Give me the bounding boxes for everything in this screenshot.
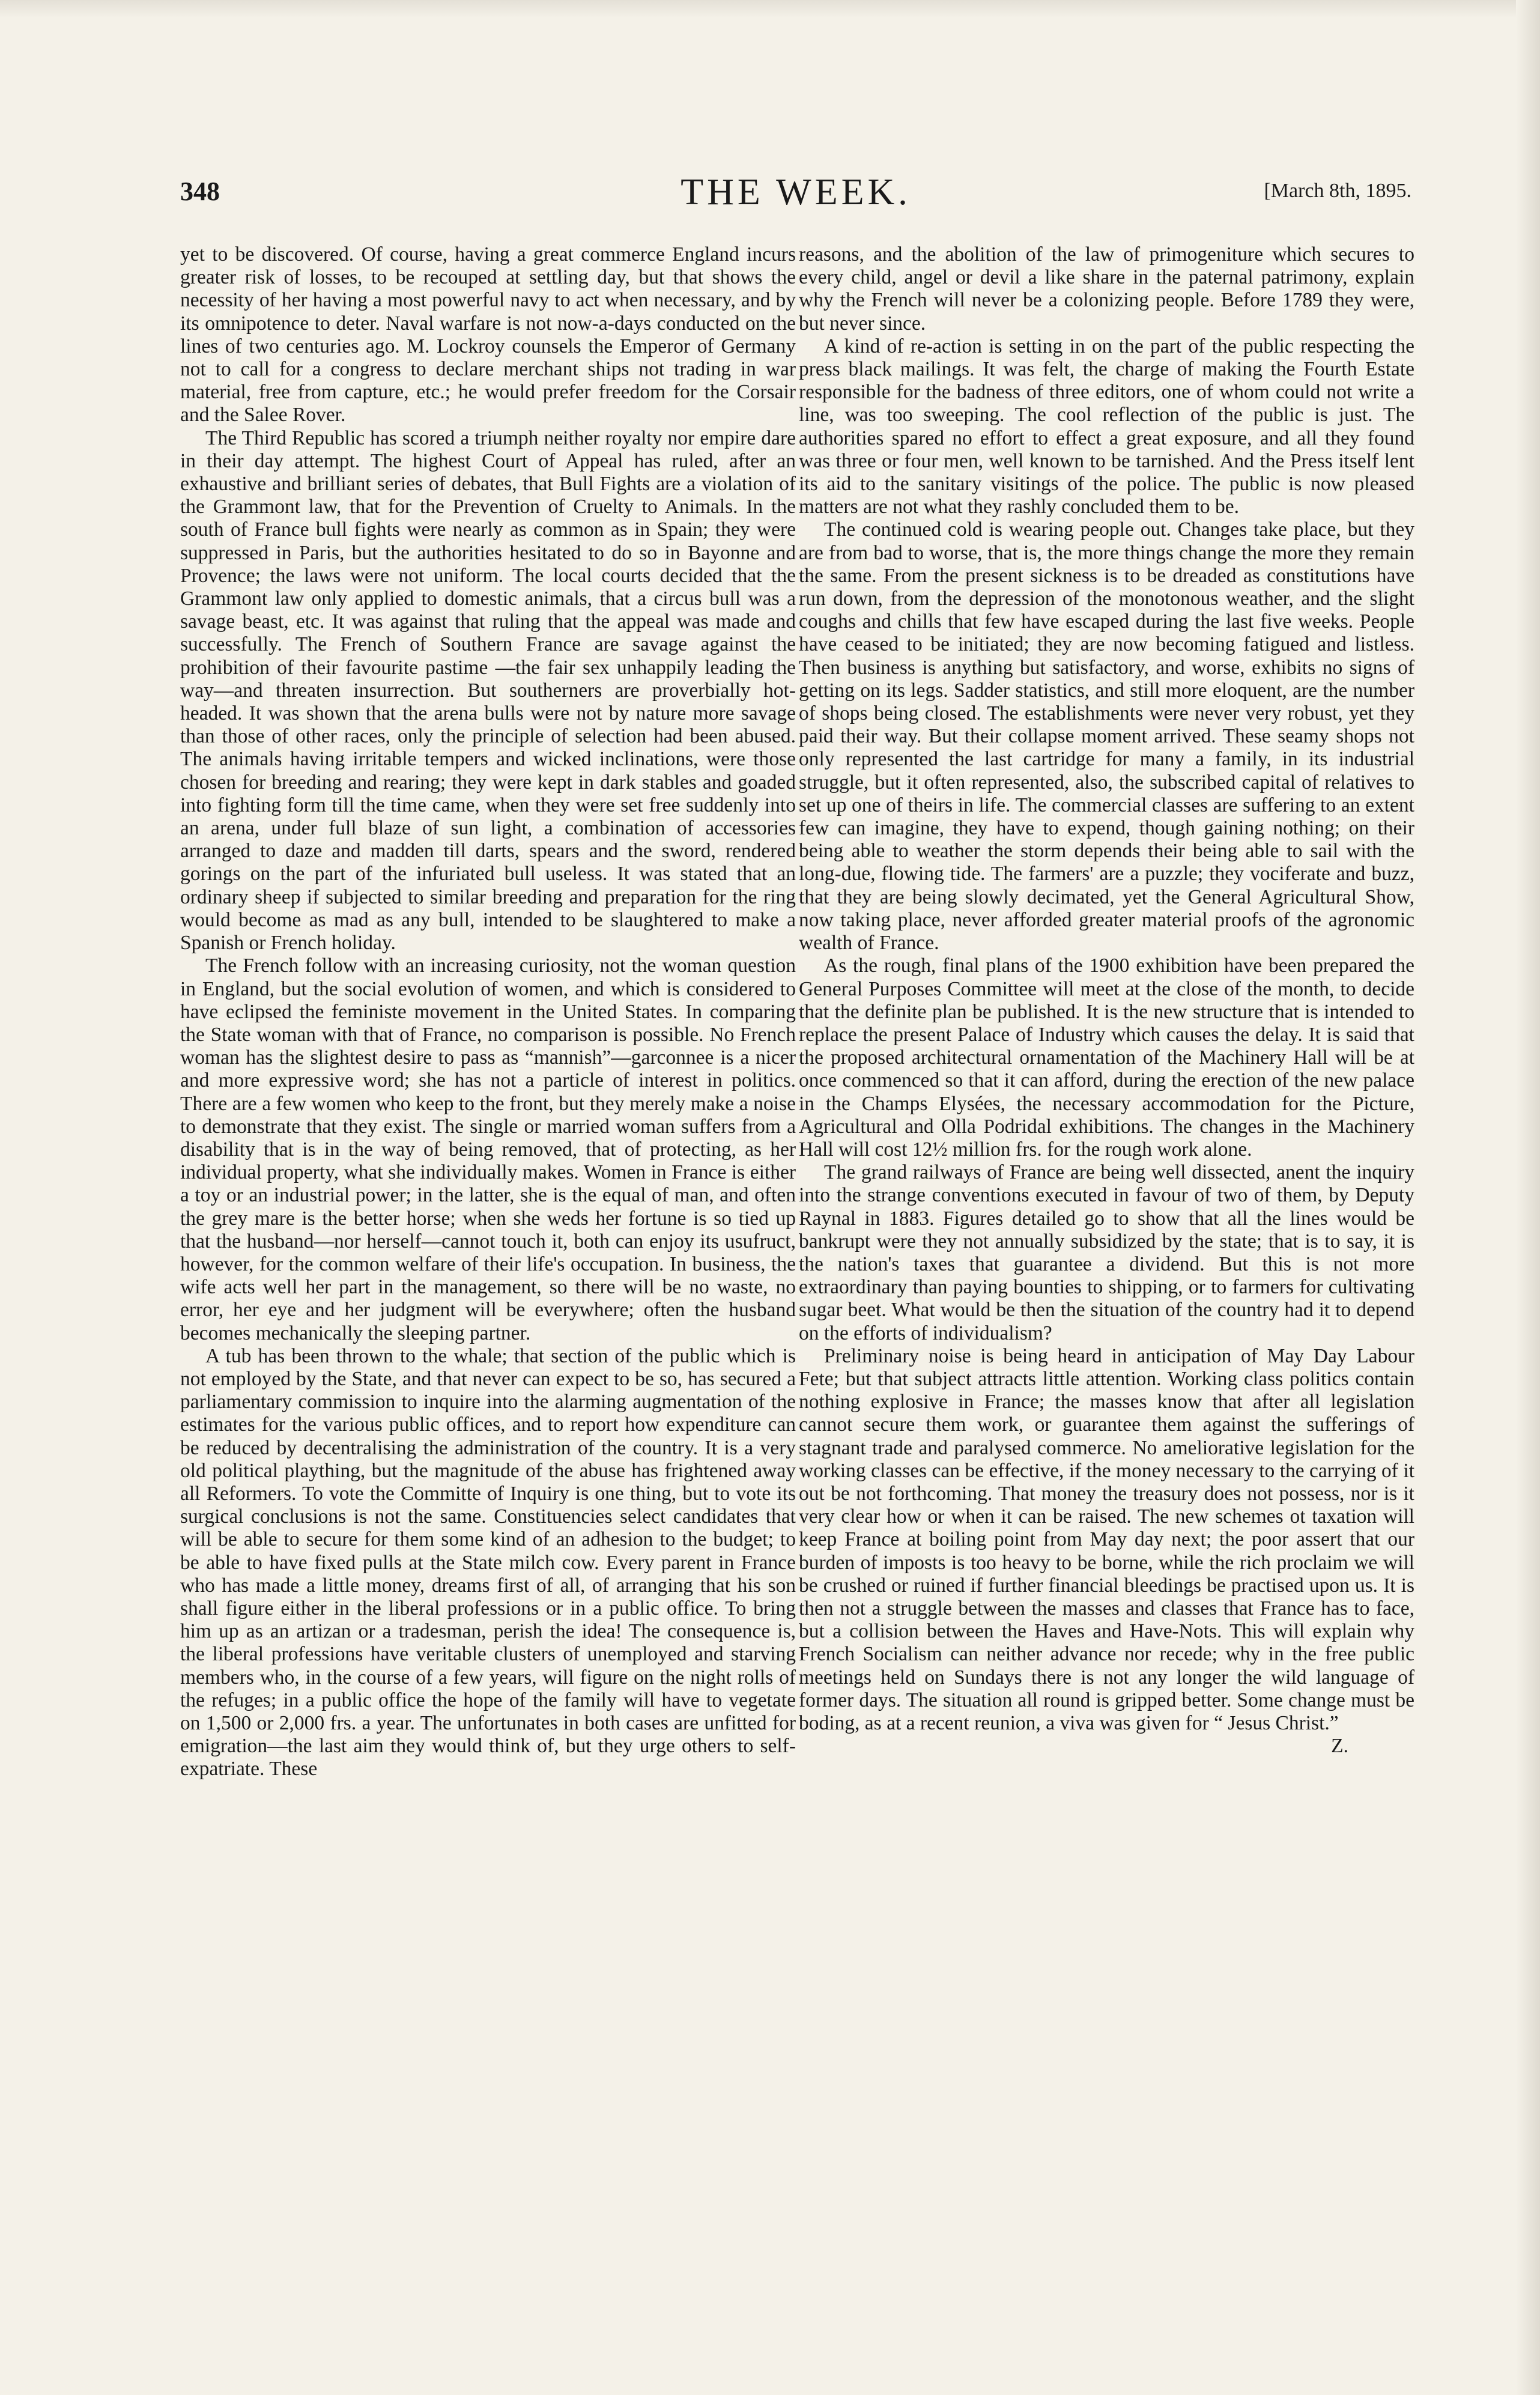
left-paragraph-2: The Third Republic has scored a triumph neither royalty nor empire dare in their day attempt. The highest Court of Appeal has ruled, after an exhaustive and brilliant series of debates, that Bull Fights are a violation of the Grammont law, that for the Prevention of Cruelty to Animals. In the south of France bull fights were nearly as common as in Spain; they were suppressed in Paris, but the authorities hesitated to do so in Bayonne and Provence; the laws were not uniform. The local courts decided that the Grammont law only applied to domestic animals, that a circus bull was a savage beast, etc. It was against that ruling that the appeal was made and successfully. The French of Southern France are savage against the prohibition of their favourite pastime —the fair sex unhappily leading the way—and threaten insurrection. But southerners are proverbially hot-headed. It was shown that the arena bulls were not by nature more savage than those of other races, only the principle of selection had been abused. The animals having irritable tempers and wicked inclinations, were those chosen for breeding and rearing; they were kept in dark stables and goaded into fighting form till the time came, when they were set free suddenly into an arena, under full blaze of sun light, a combination of accessories arranged to daze and madden till darts, spears and the sword, rendered gorings on the part of the infuriated bull useless. It was stated that an ordinary sheep if subjected to similar breeding and preparation for the ring would become as mad as any bull, intended to be slaughtered to make a Spanish or French holiday.: [180, 426, 796, 955]
right-column: [799, 243, 1414, 1758]
left-paragraph-3: The French follow with an increasing curiosity, not the woman question in England, but the social evolution of women, and which is considered to have eclipsed the feministe movement in the United States. In comparing the State woman with that of France, no comparison is possible. No French woman has the slightest desire to pass as “mannish”—garconnee is a nicer and more expressive word; she has not a particle of interest in politics. There are a few women who keep to the front, but they merely make a noise to demonstrate that they exist. The single or married woman suffers from a disability that is in the way of being removed, that of protecting, as her individual property, what she individually makes. Women in France is either a toy or an industrial power; in the latter, she is the equal of man, and often the grey mare is the better horse; when she weds her fortune is so tied up that the husband—nor herself—cannot touch it, both can enjoy its usufruct, however, for the common welfare of their life's occupation. In business, the wife acts well her part in the management, so there will be no waste, no error, her eye and her judgment will be everywhere; often the husband becomes mechanically the sleeping partner.: [180, 955, 796, 1344]
scan-edge-top: [0, 0, 1540, 18]
page-header: [180, 171, 1411, 219]
right-paragraph-2: A kind of re-action is setting in on the part of the public respecting the press black mailings. It was felt, the charge of making the Fourth Estate responsible for the badness of three editors, one of whom could not write a line, was too sweeping. The cool reflection of the public is just. The authorities spared no effort to effect a great exposure, and all they found was three or four men, well known to be tarnished. And the Press itself lent its aid to the sanitary visitings of the police. The public is now pleased matters are not what they rashly concluded them to be.: [799, 335, 1414, 518]
right-paragraph-3: The continued cold is wearing people out. Changes take place, but they are from bad to worse, that is, the more things change the more they remain the same. From the present sickness is to be dreaded as constitutions have run down, from the depression of the monotonous weather, and the slight coughs and chills that few have escaped during the last five weeks. People have ceased to be initiated; they are now becoming fatigued and listless. Then business is anything but satisfactory, and worse, exhibits no signs of getting on its legs. Sadder statistics, and still more eloquent, are the number of shops being closed. The establishments were never very robust, yet they paid their way. But their collapse moment arrived. These seamy shops not only represented the last cartridge for many a family, in its industrial struggle, but it often represented, also, the subscribed capital of relatives to set up one of theirs in life. The commercial classes are suffering to an extent few can imagine, they have to expend, though gaining nothing; on their being able to weather the storm depends their being able to sail with the long-due, flowing tide. The farmers' are a puzzle; they vociferate and buzz, that they are being slowly decimated, yet the General Agricultural Show, now taking place, never afforded greater material proofs of the agronomic wealth of France.: [799, 518, 1414, 955]
left-paragraph-1: yet to be discovered. Of course, having a great commerce England incurs greater risk of losses, to be recouped at settling day, but that shows the necessity of her having a most powerful navy to act when necessary, and by its omnipotence to deter. Naval warfare is not now-a-days conducted on the lines of two centuries ago. M. Lockroy counsels the Emperor of Germany not to call for a congress to declare merchant ships not trading in war material, free from capture, etc.; he would prefer freedom for the Corsair and the Salee Rover.: [180, 243, 796, 426]
right-paragraph-4: As the rough, final plans of the 1900 exhibition have been prepared the General Purposes Committee will meet at the close of the month, to decide that the definite plan be published. It is the new structure that is intended to replace the present Palace of Industry which causes the delay. It is said that the proposed architectural ornamentation of the Machinery Hall will be at once commenced so that it can afford, during the erection of the new palace in the Champs Elysées, the necessary accommodation for the Picture, Agricultural and Olla Podridal exhibitions. The changes in the Machinery Hall will cost 12½ million frs. for the rough work alone.: [799, 955, 1414, 1161]
left-paragraph-4: A tub has been thrown to the whale; that section of the public which is not employed by the State, and that never can expect to be so, has secured a parliamentary commission to inquire into the alarming augmentation of the estimates for the various public offices, and to report how expenditure can be reduced by decentralising the administration of the country. It is a very old political plaything, but the magnitude of the abuse has frightened away all Reformers. To vote the Committe of Inquiry is one thing, but to vote its surgical conclusions is not the same. Constituencies select candidates that will be able to secure for them some kind of an adhesion to the budget; to be able to have fixed pulls at the State milch cow. Every parent in France who has made a little money, dreams first of all, of arranging that his son shall figure either in the liberal professions or in a public office. To bring him up as an artizan or a tradesman, perish the idea! The consequence is, the liberal professions have veritable clusters of unemployed and starving members who, in the course of a few years, will figure on the night rolls of the refuges; in a public office the hope of the family will have to vegetate on 1,500 or 2,000 frs. a year. The unfortunates in both cases are unfitted for emigration—the last aim they would think of, but they urge others to self-expatriate. These: [180, 1344, 796, 1780]
right-paragraph-6: Preliminary noise is being heard in anticipation of May Day Labour Fete; but that subject attracts little attention. Working class politics contain nothing explosive in France; the masses know that after all legislation cannot secure them work, or guarantee them against the sufferings of stagnant trade and paralysed commerce. No ameliorative legislation for the working classes can be effective, if the money necessary to the carrying of it out be not forthcoming. That money the treasury does not possess, nor is it very clear how or when it can be raised. The new schemes ot taxation will keep France at boiling point from May day next; the poor assert that our burden of imposts is too heavy to be borne, while the rich proclaim we will be crushed or ruined if further financial bleedings be practised upon us. It is then not a struggle between the masses and classes that France has to face, but a collision between the Haves and Have-Nots. This will explain why French Socialism can neither advance nor recede; why in the free public meetings held on Sundays there is not any longer the wild language of former days. The situation all round is gripped better. Some change must be boding, as at a recent reunion, a viva was given for “ Jesus Christ.”: [799, 1344, 1414, 1734]
right-paragraph-1: reasons, and the abolition of the law of primogeniture which secures to every child, angel or devil a like share in the paternal patrimony, explain why the French will never be a colonizing people. Before 1789 they were, but never since.: [799, 243, 1414, 335]
masthead-title: THE WEEK.: [681, 172, 911, 213]
right-paragraph-5: The grand railways of France are being well dissected, anent the inquiry into the strange conventions executed in favour of two of them, by Deputy Raynal in 1883. Figures detailed go to show that all the lines would be bankrupt were they not annually subsidized by the state; that is to say, it is the nation's taxes that guarantee a dividend. But this is not more extraordinary than paying bounties to shipping, or to farmers for cultivating sugar beet. What would be then the situation of the country had it to depend on the efforts of individualism?: [799, 1161, 1414, 1344]
scan-edge-right: [1516, 0, 1540, 2395]
page-number: 348: [180, 177, 220, 206]
author-signature: Z.: [1331, 1735, 1348, 1758]
issue-date: [March 8th, 1895.: [1264, 180, 1411, 202]
left-column: [180, 243, 796, 1781]
